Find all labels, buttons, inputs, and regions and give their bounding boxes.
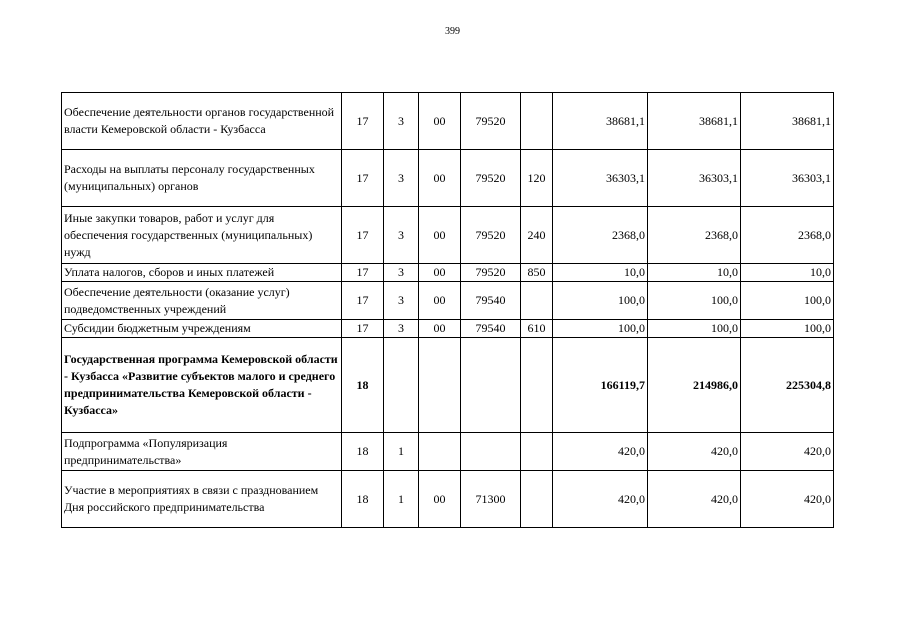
code-expense-type — [521, 282, 553, 320]
row-name: Обеспечение деятельности органов государственной власти Кемеровской области - Кузбасса — [62, 93, 342, 150]
amount-year-1: 420,0 — [553, 433, 648, 471]
code-direction: 79520 — [461, 150, 521, 207]
code-main-event: 00 — [419, 320, 461, 338]
code-direction: 79540 — [461, 320, 521, 338]
code-main-event: 00 — [419, 207, 461, 264]
code-main-event: 00 — [419, 282, 461, 320]
table-row — [62, 264, 834, 282]
amount-year-2: 214986,0 — [648, 338, 741, 433]
table-row — [62, 282, 834, 320]
code-subprogram: 1 — [384, 471, 419, 528]
code-subprogram: 3 — [384, 150, 419, 207]
code-subprogram: 3 — [384, 207, 419, 264]
amount-year-3: 100,0 — [741, 320, 834, 338]
budget-table — [61, 92, 834, 528]
code-subprogram: 3 — [384, 93, 419, 150]
amount-year-3: 420,0 — [741, 471, 834, 528]
code-direction: 79520 — [461, 264, 521, 282]
amount-year-1: 100,0 — [553, 320, 648, 338]
code-gp: 17 — [342, 207, 384, 264]
amount-year-1: 2368,0 — [553, 207, 648, 264]
code-direction — [461, 338, 521, 433]
table-row — [62, 338, 834, 433]
code-main-event: 00 — [419, 150, 461, 207]
code-gp: 17 — [342, 264, 384, 282]
row-name: Государственная программа Кемеровской области - Кузбасса «Развитие субъектов малого и среднего предпринимательства Кемеровской области - Кузбасса» — [62, 338, 342, 433]
code-gp: 17 — [342, 93, 384, 150]
table-row — [62, 433, 834, 471]
code-expense-type: 120 — [521, 150, 553, 207]
code-main-event: 00 — [419, 264, 461, 282]
row-name: Уплата налогов, сборов и иных платежей — [62, 264, 342, 282]
row-name: Участие в мероприятиях в связи с празднованием Дня российского предпринимательства — [62, 471, 342, 528]
code-expense-type — [521, 471, 553, 528]
code-main-event: 00 — [419, 471, 461, 528]
code-gp: 17 — [342, 150, 384, 207]
code-gp: 17 — [342, 282, 384, 320]
code-subprogram: 3 — [384, 320, 419, 338]
code-direction: 79540 — [461, 282, 521, 320]
code-direction — [461, 433, 521, 471]
amount-year-3: 10,0 — [741, 264, 834, 282]
code-gp: 18 — [342, 471, 384, 528]
code-main-event: 00 — [419, 93, 461, 150]
row-name: Расходы на выплаты персоналу государственных (муниципальных) органов — [62, 150, 342, 207]
amount-year-3: 225304,8 — [741, 338, 834, 433]
code-direction: 79520 — [461, 207, 521, 264]
code-direction: 79520 — [461, 93, 521, 150]
amount-year-2: 420,0 — [648, 471, 741, 528]
table-row — [62, 93, 834, 150]
amount-year-3: 38681,1 — [741, 93, 834, 150]
page-number: 399 — [445, 26, 460, 37]
code-main-event — [419, 338, 461, 433]
code-gp: 18 — [342, 338, 384, 433]
code-direction: 71300 — [461, 471, 521, 528]
code-subprogram: 3 — [384, 282, 419, 320]
amount-year-2: 36303,1 — [648, 150, 741, 207]
code-expense-type: 240 — [521, 207, 553, 264]
row-name: Субсидии бюджетным учреждениям — [62, 320, 342, 338]
code-subprogram — [384, 338, 419, 433]
code-expense-type — [521, 93, 553, 150]
code-expense-type: 610 — [521, 320, 553, 338]
code-subprogram: 3 — [384, 264, 419, 282]
amount-year-1: 420,0 — [553, 471, 648, 528]
code-main-event — [419, 433, 461, 471]
amount-year-1: 100,0 — [553, 282, 648, 320]
row-name: Подпрограмма «Популяризация предпринимательства» — [62, 433, 342, 471]
amount-year-2: 100,0 — [648, 282, 741, 320]
amount-year-2: 420,0 — [648, 433, 741, 471]
amount-year-1: 38681,1 — [553, 93, 648, 150]
table-row — [62, 320, 834, 338]
table-row — [62, 150, 834, 207]
amount-year-3: 420,0 — [741, 433, 834, 471]
code-subprogram: 1 — [384, 433, 419, 471]
row-name: Иные закупки товаров, работ и услуг для обеспечения государственных (муниципальных) нужд — [62, 207, 342, 264]
amount-year-3: 2368,0 — [741, 207, 834, 264]
amount-year-2: 2368,0 — [648, 207, 741, 264]
amount-year-1: 10,0 — [553, 264, 648, 282]
table-row — [62, 207, 834, 264]
amount-year-2: 100,0 — [648, 320, 741, 338]
amount-year-1: 36303,1 — [553, 150, 648, 207]
amount-year-2: 10,0 — [648, 264, 741, 282]
amount-year-1: 166119,7 — [553, 338, 648, 433]
amount-year-3: 36303,1 — [741, 150, 834, 207]
code-expense-type — [521, 433, 553, 471]
code-expense-type — [521, 338, 553, 433]
code-gp: 18 — [342, 433, 384, 471]
amount-year-2: 38681,1 — [648, 93, 741, 150]
code-expense-type: 850 — [521, 264, 553, 282]
amount-year-3: 100,0 — [741, 282, 834, 320]
row-name: Обеспечение деятельности (оказание услуг) подведомственных учреждений — [62, 282, 342, 320]
table-row — [62, 471, 834, 528]
code-gp: 17 — [342, 320, 384, 338]
